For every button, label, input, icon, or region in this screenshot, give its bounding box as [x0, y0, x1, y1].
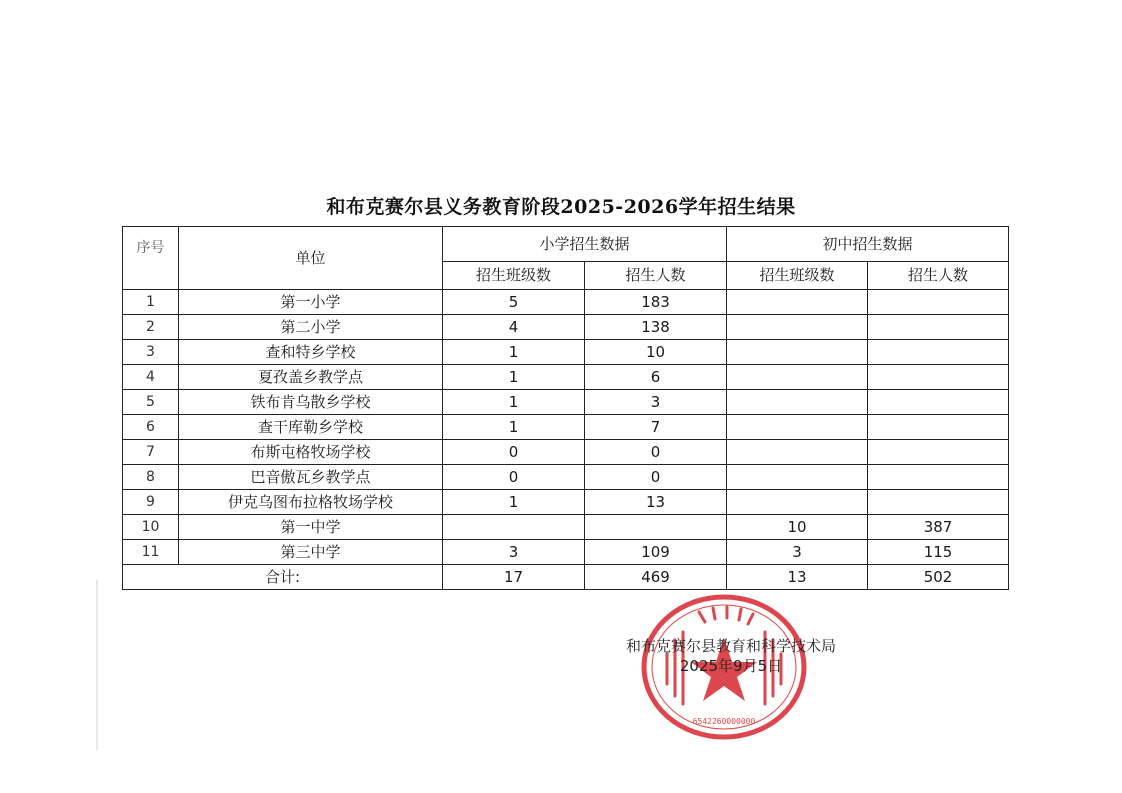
cell-primary-students: 0 [585, 440, 727, 465]
cell-primary-students: 183 [585, 290, 727, 315]
scan-edge [96, 580, 98, 750]
cell-unit: 铁布肯乌散乡学校 [179, 390, 443, 415]
cell-primary-classes: 1 [443, 415, 585, 440]
table-row [123, 315, 1009, 340]
table-row [123, 365, 1009, 390]
cell-seq: 3 [123, 340, 179, 365]
table-row [123, 340, 1009, 365]
cell-primary-students: 138 [585, 315, 727, 340]
cell-primary-students: 0 [585, 465, 727, 490]
cell-middle-classes [727, 415, 868, 440]
cell-primary-classes: 1 [443, 340, 585, 365]
cell-primary-classes: 5 [443, 290, 585, 315]
total-label: 合计: [123, 565, 443, 590]
enrollment-table [122, 226, 1009, 590]
cell-primary-students: 7 [585, 415, 727, 440]
total-middle-classes: 13 [727, 565, 868, 590]
cell-primary-students: 10 [585, 340, 727, 365]
table-row [123, 290, 1009, 315]
cell-middle-students: 115 [868, 540, 1009, 565]
cell-unit: 布斯屯格牧场学校 [179, 440, 443, 465]
cell-middle-students [868, 415, 1009, 440]
cell-primary-classes [443, 515, 585, 540]
cell-middle-students [868, 340, 1009, 365]
cell-middle-students [868, 365, 1009, 390]
cell-unit: 夏孜盖乡教学点 [179, 365, 443, 390]
total-row [123, 565, 1009, 590]
document-title: 和布克赛尔县义务教育阶段2025-2026学年招生结果 [326, 196, 796, 218]
header-primary-group: 小学招生数据 [443, 227, 727, 262]
cell-seq: 7 [123, 440, 179, 465]
header-unit: 单位 [179, 227, 443, 290]
cell-middle-students [868, 390, 1009, 415]
cell-middle-classes [727, 390, 868, 415]
cell-seq: 11 [123, 540, 179, 565]
cell-primary-students: 3 [585, 390, 727, 415]
header-middle-group: 初中招生数据 [727, 227, 1009, 262]
cell-seq: 9 [123, 490, 179, 515]
table-row [123, 415, 1009, 440]
cell-middle-classes [727, 365, 868, 390]
issuer-name: 和布克赛尔县教育和科学技术局 [625, 637, 836, 655]
table-row [123, 390, 1009, 415]
cell-middle-classes: 10 [727, 515, 868, 540]
cell-primary-students: 13 [585, 490, 727, 515]
header-middle-students: 招生人数 [868, 262, 1009, 290]
cell-middle-students [868, 290, 1009, 315]
cell-middle-students [868, 490, 1009, 515]
cell-unit: 第二小学 [179, 315, 443, 340]
header-seq: 序号 [123, 227, 179, 290]
cell-middle-classes [727, 340, 868, 365]
signature-block [566, 636, 896, 676]
cell-seq: 4 [123, 365, 179, 390]
cell-unit: 伊克乌图布拉格牧场学校 [179, 490, 443, 515]
cell-seq: 1 [123, 290, 179, 315]
cell-primary-classes: 1 [443, 490, 585, 515]
total-primary-classes: 17 [443, 565, 585, 590]
table-row [123, 490, 1009, 515]
cell-middle-students [868, 315, 1009, 340]
cell-middle-students [868, 440, 1009, 465]
cell-unit: 巴音傲瓦乡教学点 [179, 465, 443, 490]
cell-seq: 2 [123, 315, 179, 340]
cell-middle-classes: 3 [727, 540, 868, 565]
cell-primary-classes: 3 [443, 540, 585, 565]
cell-primary-classes: 1 [443, 390, 585, 415]
cell-primary-classes: 1 [443, 365, 585, 390]
cell-primary-classes: 0 [443, 465, 585, 490]
header-primary-classes: 招生班级数 [443, 262, 585, 290]
cell-seq: 8 [123, 465, 179, 490]
header-middle-classes: 招生班级数 [727, 262, 868, 290]
table-row [123, 465, 1009, 490]
cell-primary-classes: 4 [443, 315, 585, 340]
cell-primary-students [585, 515, 727, 540]
table-row [123, 515, 1009, 540]
issue-date: 2025年9月5日 [679, 657, 783, 675]
table-row [123, 440, 1009, 465]
cell-primary-classes: 0 [443, 440, 585, 465]
seal-code: 6542260000000 [692, 717, 756, 726]
cell-primary-students: 6 [585, 365, 727, 390]
cell-seq: 5 [123, 390, 179, 415]
cell-middle-students [868, 465, 1009, 490]
cell-middle-classes [727, 290, 868, 315]
cell-middle-classes [727, 490, 868, 515]
cell-middle-classes [727, 315, 868, 340]
cell-middle-classes [727, 440, 868, 465]
cell-unit: 第一中学 [179, 515, 443, 540]
cell-unit: 第三中学 [179, 540, 443, 565]
cell-middle-students: 387 [868, 515, 1009, 540]
cell-unit: 查干库勒乡学校 [179, 415, 443, 440]
cell-middle-classes [727, 465, 868, 490]
total-middle-students: 502 [868, 565, 1009, 590]
cell-primary-students: 109 [585, 540, 727, 565]
table-row [123, 540, 1009, 565]
cell-seq: 10 [123, 515, 179, 540]
cell-unit: 第一小学 [179, 290, 443, 315]
cell-seq: 6 [123, 415, 179, 440]
cell-unit: 查和特乡学校 [179, 340, 443, 365]
table-header-row [123, 227, 1009, 262]
total-primary-students: 469 [585, 565, 727, 590]
header-primary-students: 招生人数 [585, 262, 727, 290]
